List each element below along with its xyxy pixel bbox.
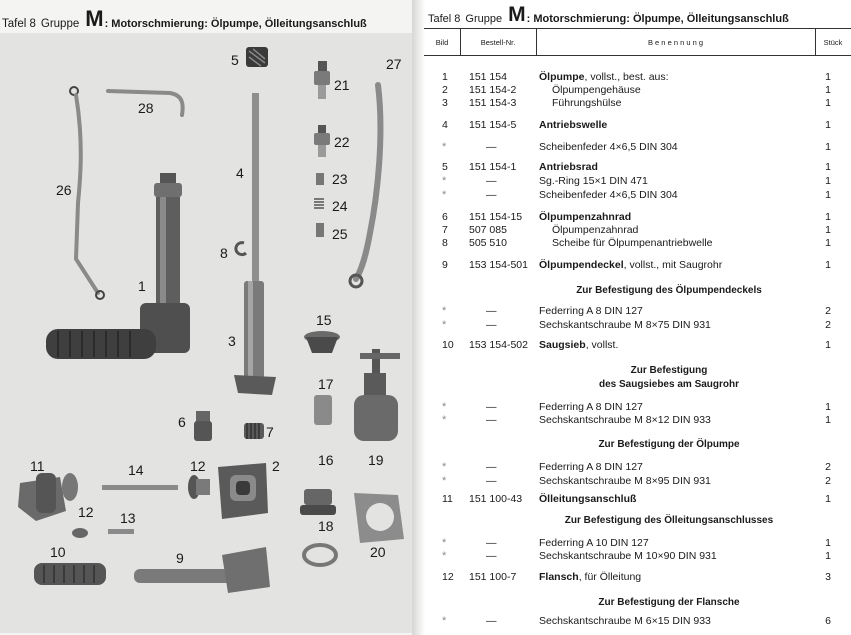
row-benennung (539, 174, 809, 188)
part-14-drawing (102, 485, 178, 490)
row-stueck: 2 (825, 461, 831, 473)
part-19-drawing (354, 349, 400, 441)
row-stueck: 1 (825, 401, 831, 413)
part-label-2: 2 (272, 458, 280, 474)
row-benennung-bold: Antriebsrad (539, 161, 598, 173)
row-benennung-text: Sechskantschraube M 6×15 DIN 933 (539, 615, 711, 627)
row-benennung-text: Scheibenfeder 4×6,5 DIN 304 (539, 189, 678, 201)
row-bild: * (442, 401, 447, 413)
row-bild: * (442, 414, 447, 426)
row-bestell-nr: 151 154-1 (469, 161, 517, 173)
table-row (424, 338, 851, 352)
row-benennung-bold: Flansch (539, 571, 579, 583)
row-benennung-text: Sg.-Ring 15×1 DIN 471 (539, 175, 648, 187)
section-heading: Zur Befestigung der Flansche (598, 597, 740, 608)
row-benennung (539, 160, 809, 174)
row-stueck: 1 (825, 550, 831, 562)
table-row (424, 70, 851, 84)
row-benennung (539, 614, 809, 628)
row-benennung-text: , vollst., best. aus: (584, 71, 669, 83)
part-24-drawing (314, 199, 324, 208)
part-7-drawing (244, 423, 264, 439)
row-stueck: 1 (825, 119, 831, 131)
part-label-16: 16 (318, 452, 334, 468)
col-header-stueck: Stück (815, 28, 851, 56)
part-label-9: 9 (176, 550, 184, 566)
row-benennung (539, 474, 809, 488)
part-label-12b: 12 (78, 504, 94, 520)
row-benennung (539, 304, 809, 318)
row-bestell-nr: 151 154-15 (469, 211, 523, 223)
row-stueck: 2 (825, 475, 831, 487)
row-bild: * (442, 141, 447, 153)
part-3-drawing (234, 281, 276, 395)
row-stueck: 1 (825, 211, 831, 223)
row-stueck: 1 (825, 189, 831, 201)
part-23-drawing (316, 173, 324, 185)
row-benennung (552, 223, 822, 237)
part-label-21: 21 (334, 77, 350, 93)
row-bestell-nr: 153 154-502 (469, 339, 528, 351)
row-bestell-nr: 151 154-2 (469, 84, 517, 96)
row-stueck: 2 (825, 319, 831, 331)
part-1-drawing (46, 173, 190, 359)
section-heading: Zur Befestigung des Ölleitungsanschlusses (564, 515, 774, 526)
table-row (424, 474, 851, 488)
part-label-6: 6 (178, 414, 186, 430)
row-bild: 2 (442, 84, 448, 96)
part-12b-drawing (72, 528, 88, 538)
row-stueck: 1 (825, 71, 831, 83)
row-benennung (539, 492, 809, 506)
part-label-22: 22 (334, 134, 350, 150)
part-label-8: 8 (220, 245, 228, 261)
table-row (424, 210, 851, 224)
row-bild: 5 (442, 161, 448, 173)
row-benennung-bold: Ölpumpendeckel (539, 259, 624, 271)
row-benennung-bold: Antriebswelle (539, 119, 608, 131)
row-bild: * (442, 537, 447, 549)
right-group-letter: M (508, 3, 525, 26)
row-bestell-nr: — (486, 141, 497, 153)
row-benennung-bold: Ölpumpe (539, 71, 585, 83)
row-stueck: 1 (825, 259, 831, 271)
part-label-19: 19 (368, 452, 384, 468)
row-bestell-nr: — (486, 319, 497, 331)
row-benennung-text: Sechskantschraube M 10×90 DIN 931 (539, 550, 717, 562)
row-benennung (539, 570, 809, 584)
col-header-bild: Bild (424, 28, 460, 56)
row-benennung-text: Federring A 8 DIN 127 (539, 401, 643, 413)
right-page-title: : Motorschmierung: Ölpumpe, Ölleitungsanschluß (526, 13, 789, 25)
row-bild: 12 (442, 571, 454, 583)
part-label-4: 4 (236, 165, 244, 181)
table-row (424, 536, 851, 550)
section-heading: Zur Befestigung des Ölpumpendeckels (576, 285, 762, 296)
row-bild: 3 (442, 97, 448, 109)
part-label-18: 18 (318, 518, 334, 534)
section-heading: Zur Befestigung (630, 365, 708, 376)
row-benennung (552, 236, 822, 250)
part-17-drawing (314, 395, 332, 425)
row-benennung (539, 188, 809, 202)
part-label-20: 20 (370, 544, 386, 560)
row-bestell-nr: — (486, 550, 497, 562)
table-row (424, 318, 851, 332)
table-row (424, 413, 851, 427)
parts-illustration (0, 33, 412, 633)
row-stueck: 1 (825, 224, 831, 236)
row-stueck: 1 (825, 141, 831, 153)
part-label-15: 15 (316, 312, 332, 328)
exploded-parts-plate (0, 33, 412, 633)
part-26-drawing (70, 87, 104, 299)
part-22-drawing (314, 125, 330, 157)
row-bild: 8 (442, 237, 448, 249)
part-10-drawing (34, 563, 106, 585)
row-bild: 6 (442, 211, 448, 223)
row-benennung-bold: Saugsieb (539, 339, 586, 351)
left-page-title: : Motorschmierung: Ölpumpe, Ölleitungsanschluß (104, 18, 367, 30)
part-label-27: 27 (386, 56, 402, 72)
table-row (424, 492, 851, 506)
row-stueck: 1 (825, 237, 831, 249)
row-benennung (539, 549, 809, 563)
part-label-26: 26 (56, 182, 72, 198)
row-bestell-nr: 151 100-7 (469, 571, 517, 583)
row-bild: * (442, 175, 447, 187)
row-benennung (539, 318, 809, 332)
row-benennung-text: Federring A 10 DIN 127 (539, 537, 649, 549)
row-benennung (539, 258, 809, 272)
row-benennung-text: Federring A 8 DIN 127 (539, 305, 643, 317)
row-benennung (539, 460, 809, 474)
part-20-drawing (354, 493, 404, 543)
part-label-13: 13 (120, 510, 136, 526)
right-page (424, 0, 851, 635)
row-stueck: 6 (825, 615, 831, 627)
row-benennung-bold: Ölleitungsanschluß (539, 493, 637, 505)
row-bestell-nr: 505 510 (469, 237, 507, 249)
part-label-12: 12 (190, 458, 206, 474)
row-bild: * (442, 189, 447, 201)
row-bestell-nr: — (486, 414, 497, 426)
row-bild: 10 (442, 339, 454, 351)
row-benennung-text: Ölpumpenzahnrad (552, 224, 639, 236)
left-tafel-label: Tafel 8 (2, 18, 36, 30)
row-stueck: 1 (825, 537, 831, 549)
row-stueck: 1 (825, 97, 831, 109)
row-bestell-nr: — (486, 461, 497, 473)
row-stueck: 1 (825, 84, 831, 96)
part-27-drawing (356, 85, 380, 279)
part-label-3: 3 (228, 333, 236, 349)
table-row (424, 258, 851, 272)
section-heading: Zur Befestigung der Ölpumpe (598, 439, 740, 450)
row-bestell-nr: — (486, 305, 497, 317)
col-header-bestell-nr: Bestell-Nr. (460, 28, 536, 56)
table-row (424, 614, 851, 628)
right-gruppe-label: Gruppe (465, 13, 503, 25)
part-label-17: 17 (318, 376, 334, 392)
left-page-header (2, 4, 367, 30)
part-21-drawing (314, 61, 330, 99)
table-row (424, 118, 851, 132)
row-bestell-nr: 153 154-501 (469, 259, 528, 271)
row-stueck: 1 (825, 493, 831, 505)
row-bild: 7 (442, 224, 448, 236)
part-11-drawing (18, 473, 78, 521)
row-bestell-nr: — (486, 175, 497, 187)
row-bestell-nr: — (486, 401, 497, 413)
row-benennung (539, 400, 809, 414)
part-6-drawing (194, 411, 212, 441)
row-benennung (539, 338, 809, 352)
row-benennung (539, 140, 809, 154)
row-benennung-text: Ölpumpengehäuse (552, 84, 641, 96)
table-row (424, 140, 851, 154)
part-8-drawing (236, 243, 246, 255)
row-bild: * (442, 305, 447, 317)
part-label-10: 10 (50, 544, 66, 560)
part-15-drawing (304, 331, 340, 353)
row-stueck: 1 (825, 161, 831, 173)
row-stueck: 1 (825, 339, 831, 351)
table-row (424, 236, 851, 250)
row-bild: * (442, 615, 447, 627)
row-benennung-text: Federring A 8 DIN 127 (539, 461, 643, 473)
right-tafel-label: Tafel 8 (428, 13, 461, 25)
part-label-14: 14 (128, 462, 144, 478)
row-benennung-text: , vollst., mit Saugrohr (623, 259, 723, 271)
row-bestell-nr: — (486, 189, 497, 201)
row-benennung-text: Scheibe für Ölpumpenantriebwelle (552, 237, 713, 249)
table-row (424, 549, 851, 563)
part-5-drawing (246, 47, 268, 67)
row-bild: 11 (442, 493, 453, 505)
table-row (424, 570, 851, 584)
row-stueck: 2 (825, 305, 831, 317)
row-benennung (539, 118, 809, 132)
left-gruppe-label: Gruppe (40, 18, 80, 30)
row-benennung-text: , vollst. (585, 339, 619, 351)
row-bestell-nr: 151 154-5 (469, 119, 517, 131)
row-bild: * (442, 319, 447, 331)
row-bestell-nr: 151 154-3 (469, 97, 517, 109)
part-label-1: 1 (138, 278, 146, 294)
row-bild: 9 (442, 259, 448, 271)
row-benennung-text: Sechskantschraube M 8×75 DIN 931 (539, 319, 711, 331)
row-bild: * (442, 550, 447, 562)
row-stueck: 1 (825, 414, 831, 426)
part-2-drawing (218, 463, 268, 519)
part-label-23: 23 (332, 171, 348, 187)
row-bestell-nr: 507 085 (469, 224, 507, 236)
table-row (424, 400, 851, 414)
table-row (424, 160, 851, 174)
part-4-drawing (252, 93, 259, 293)
row-benennung (539, 70, 809, 84)
section-heading: des Saugsiebes am Saugrohr (598, 379, 740, 390)
left-group-letter: M (85, 6, 103, 31)
part-25-drawing (316, 223, 324, 237)
row-benennung-text: , für Ölleitung (578, 571, 642, 583)
row-benennung (539, 536, 809, 550)
row-stueck: 3 (825, 571, 831, 583)
part-12-drawing (188, 475, 210, 499)
row-benennung-text: Sechskantschraube M 8×95 DIN 931 (539, 475, 711, 487)
part-label-28: 28 (138, 100, 154, 116)
row-benennung-text: Führungshülse (552, 97, 622, 109)
row-benennung-bold: Ölpumpenzahnrad (539, 211, 632, 223)
row-benennung (539, 413, 809, 427)
table-row (424, 188, 851, 202)
part-label-11: 11 (30, 458, 45, 474)
table-row (424, 83, 851, 97)
part-16-drawing (300, 489, 336, 515)
row-bild: * (442, 461, 447, 473)
part-label-24: 24 (332, 198, 348, 214)
table-row (424, 460, 851, 474)
row-bestell-nr: 151 100-43 (469, 493, 523, 505)
row-benennung-text: Scheibenfeder 4×6,5 DIN 304 (539, 141, 678, 153)
row-bild: 4 (442, 119, 448, 131)
left-page (0, 0, 420, 635)
row-bestell-nr: — (486, 615, 497, 627)
row-benennung-text: Sechskantschraube M 8×12 DIN 933 (539, 414, 711, 426)
row-bild: 1 (442, 71, 448, 83)
part-label-5: 5 (231, 52, 239, 68)
part-18-drawing (304, 545, 336, 565)
row-benennung (552, 96, 822, 110)
table-row (424, 174, 851, 188)
part-9-drawing (134, 547, 270, 593)
table-row (424, 96, 851, 110)
col-header-benennung: B e n e n n u n g (536, 28, 815, 56)
part-label-25: 25 (332, 226, 348, 242)
part-13-drawing (108, 529, 134, 534)
row-bild: * (442, 475, 447, 487)
row-bestell-nr: — (486, 537, 497, 549)
right-page-header (428, 3, 789, 25)
table-row (424, 304, 851, 318)
row-benennung (552, 83, 822, 97)
part-label-7: 7 (266, 424, 274, 440)
row-bestell-nr: — (486, 475, 497, 487)
row-stueck: 1 (825, 175, 831, 187)
table-row (424, 223, 851, 237)
row-bestell-nr: 151 154 (469, 71, 507, 83)
row-benennung (539, 210, 809, 224)
